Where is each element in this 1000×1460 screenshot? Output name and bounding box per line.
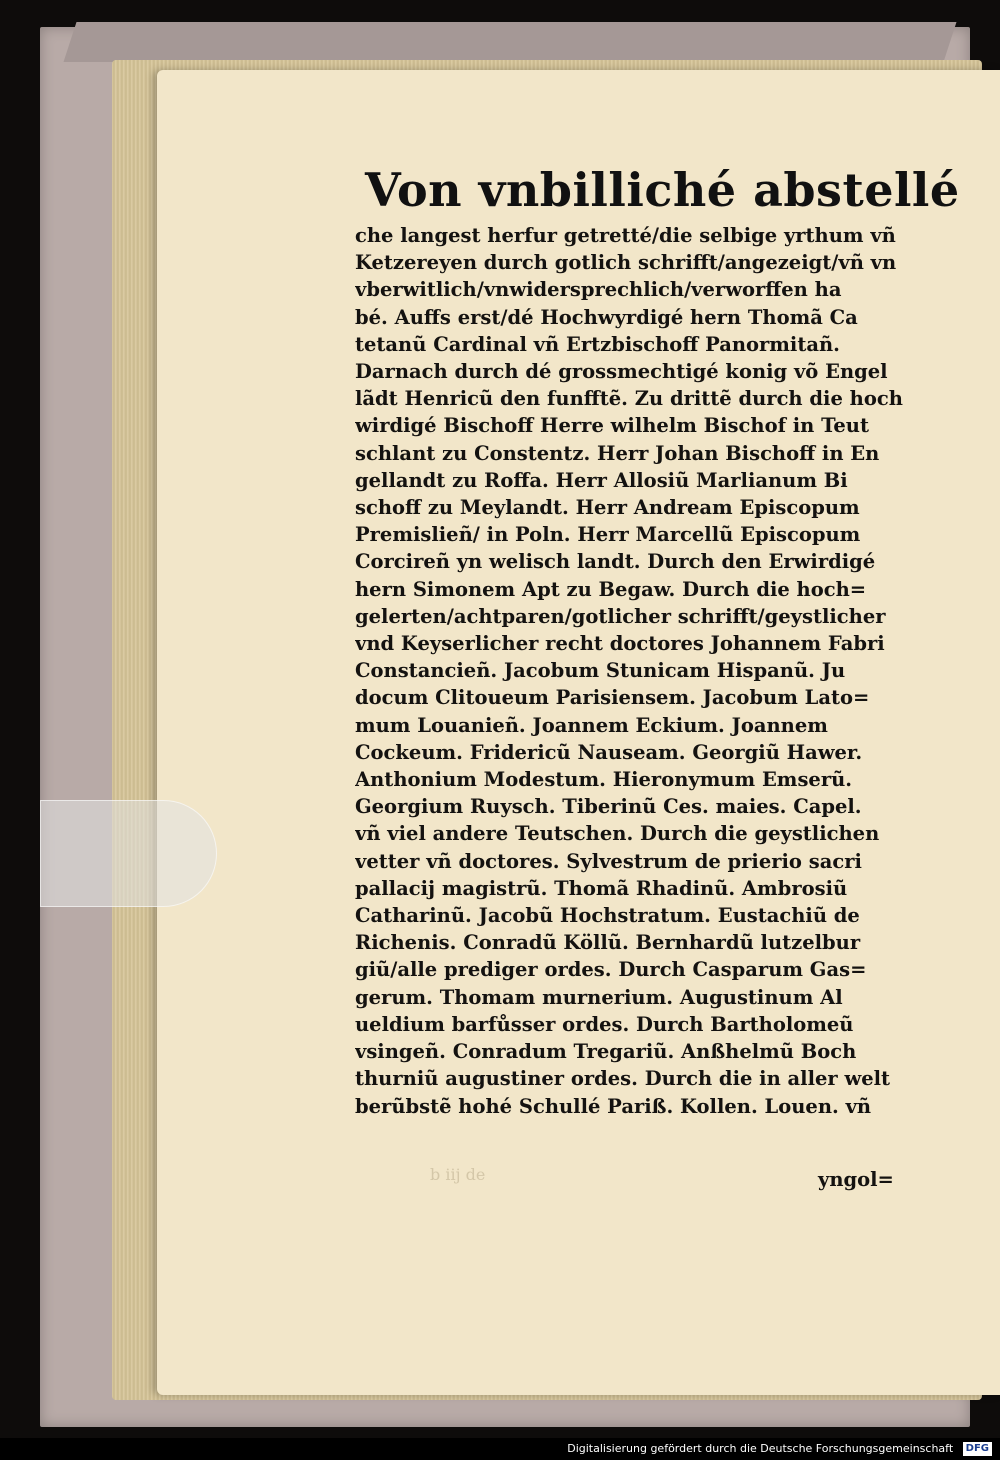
text-line: berũbstẽ hohé Schullé Pariß. Kollen. Louen. vñ [355, 1094, 872, 1118]
text-line: docum Clitoueum Parisiensem. Jacobum Lato= [355, 686, 870, 710]
text-line: ueldium barfůsser ordes. Durch Bartholomeũ [355, 1012, 854, 1036]
text-line: Catharinũ. Jacobũ Hochstratum. Eustachiũ de [355, 904, 860, 928]
text-line: wirdigé Bischoff Herre wilhelm Bischof in Teut [355, 414, 869, 438]
text-line: schlant zu Constentz. Herr Johan Bischoff in En [355, 441, 880, 465]
text-line: gellandt zu Roffa. Herr Allosiũ Marlianum Bi [355, 468, 848, 492]
text-line: gelerten/achtparen/gotlicher schrifft/geystlicher [355, 604, 886, 628]
catchword: yngol= [818, 1168, 894, 1191]
text-line: hern Simonem Apt zu Begaw. Durch die hoch= [355, 577, 867, 601]
text-line: mum Louanieñ. Joannem Eckium. Joannem [355, 713, 828, 737]
text-line: Corcireñ yn welisch landt. Durch den Erwirdigé [355, 550, 876, 574]
footer-credit: Digitalisierung gefördert durch die Deutsche Forschungsgemeinschaft [567, 1442, 954, 1455]
text-line: vsingeñ. Conradum Tregariũ. Anßhelmũ Boch [355, 1040, 857, 1064]
page-heading: Von vnbilliché abstellé [365, 163, 960, 217]
text-line: Georgium Ruysch. Tiberinũ Ces. maies. Capel. [355, 795, 862, 819]
text-line: lãdt Henricũ den funfftẽ. Zu drittẽ durch die hoch [355, 387, 903, 411]
text-line: Richenis. Conradũ Köllũ. Bernhardũ lutzelbur [355, 931, 861, 955]
footer-bar [0, 1438, 1000, 1460]
text-line: Anthonium Modestum. Hieronymum Emserũ. [355, 768, 853, 792]
text-line: bé. Auffs erst/dé Hochwyrdigé hern Thomã Ca [355, 305, 858, 329]
body-text [355, 222, 935, 1120]
text-line: vberwitlich/vnwidersprechlich/verworffen ha [355, 278, 842, 302]
text-line: vnd Keyserlicher recht doctores Johannem Fabri [355, 632, 885, 656]
text-line: Darnach durch dé grossmechtigé konig võ Engel [355, 360, 888, 384]
text-line: Ketzereyen durch gotlich schrifft/angezeigt/vñ vn [355, 251, 897, 275]
text-line: schoff zu Meylandt. Herr Andream Episcopum [355, 496, 860, 520]
text-line: pallacij magistrũ. Thomã Rhadinũ. Ambrosiũ [355, 876, 848, 900]
clasp-strap [40, 800, 217, 907]
text-line: Constancieñ. Jacobum Stunicam Hispanũ. Ju [355, 659, 846, 683]
text-line: gerum. Thomam murnerium. Augustinum Al [355, 985, 843, 1009]
text-line: tetanũ Cardinal vñ Ertzbischoff Panormitañ. [355, 332, 840, 356]
text-line: che langest herfur getretté/die selbige yrthum vñ [355, 224, 896, 247]
dfg-logo: DFG [963, 1442, 992, 1456]
text-line: vetter vñ doctores. Sylvestrum de prierio sacri [355, 849, 862, 873]
text-line: Cockeum. Fridericũ Nauseam. Georgiũ Hawer. [355, 740, 863, 764]
text-line: thurniũ augustiner ordes. Durch die in aller welt [355, 1067, 891, 1091]
text-line: vñ viel andere Teutschen. Durch die geystlichen [355, 822, 880, 846]
cover-flap [64, 22, 957, 62]
text-line: Premislieñ/ in Poln. Herr Marcellũ Episcopum [355, 523, 861, 547]
bleed-through-text: b iij de [430, 1165, 486, 1184]
text-line: giũ/alle prediger ordes. Durch Casparum Gas= [355, 958, 867, 982]
